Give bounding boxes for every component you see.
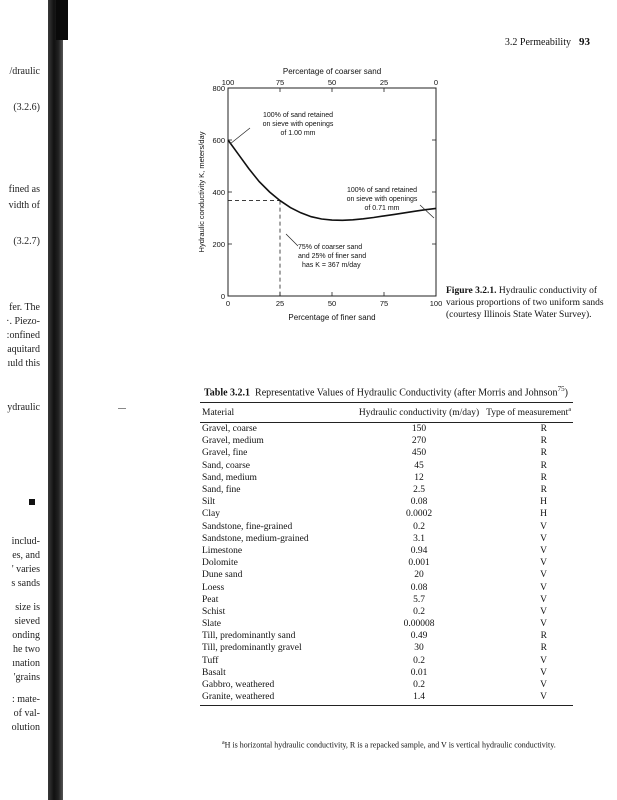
- table-row: [200, 521, 573, 533]
- cell-conductivity: 0.2: [413, 680, 425, 691]
- cell-material: Gabbro, weathered: [202, 680, 275, 691]
- cell-measurement: R: [540, 643, 547, 654]
- margin-fragment: sieved: [14, 616, 40, 627]
- annotation-text: 100% of sand retained: [262, 112, 334, 119]
- cell-material: Gravel, medium: [202, 436, 264, 447]
- margin-fragment: he two: [13, 644, 40, 655]
- cell-conductivity: 5.7: [413, 594, 425, 605]
- cell-measurement: R: [540, 436, 547, 447]
- margin-fragment: (3.2.6): [13, 102, 40, 113]
- cell-conductivity: 30: [414, 643, 424, 654]
- margin-fragment: aquitard: [7, 344, 40, 355]
- margin-fragment: ydraulic: [7, 402, 40, 413]
- cell-conductivity: 0.0002: [405, 509, 433, 520]
- cell-measurement: V: [540, 619, 547, 630]
- top-tick-label: 75: [275, 78, 285, 87]
- top-tick-label: 25: [379, 78, 389, 87]
- cell-measurement: V: [540, 667, 547, 678]
- cell-measurement: R: [540, 485, 547, 496]
- margin-fragment: s sands: [11, 578, 40, 589]
- annotation-text: on sieve with openings: [262, 121, 334, 128]
- table-row: [200, 630, 573, 642]
- cell-material: Sandstone, medium-grained: [202, 533, 309, 544]
- y-tick-label: 600: [212, 136, 225, 145]
- y-tick-label: 200: [212, 240, 225, 249]
- cell-conductivity: 0.001: [408, 558, 430, 569]
- cell-measurement: V: [540, 545, 547, 556]
- cell-measurement: V: [540, 655, 547, 666]
- top-tick-label: 100: [221, 78, 235, 87]
- table-row: [200, 679, 573, 691]
- x-tick-label: 0: [225, 299, 231, 308]
- cell-material: Slate: [202, 619, 221, 630]
- x-tick-label: 100: [429, 299, 443, 308]
- y-tick-label: 400: [212, 188, 225, 197]
- cell-material: Sand, medium: [202, 472, 257, 483]
- cell-material: Clay: [202, 509, 220, 520]
- cell-material: Gravel, coarse: [202, 424, 257, 435]
- margin-fragment: (3.2.7): [13, 236, 40, 247]
- top-tick-label: 50: [327, 78, 337, 87]
- cell-material: Loess: [202, 582, 225, 593]
- table-row: [200, 557, 573, 569]
- table-row: [200, 423, 573, 436]
- cell-material: Sandstone, fine-grained: [202, 521, 293, 532]
- cell-conductivity: 1.4: [352, 691, 484, 706]
- cell-measurement: H: [540, 509, 547, 520]
- table-title: [204, 385, 604, 398]
- cell-measurement: V: [484, 691, 573, 706]
- figure-chart: [190, 62, 460, 382]
- figure-label: Figure 3.2.1.: [446, 286, 497, 296]
- table-label: Table 3.2.1: [204, 387, 251, 399]
- cell-conductivity: 0.94: [410, 545, 428, 556]
- table-footnote: [222, 740, 602, 750]
- cell-conductivity: 450: [411, 448, 427, 459]
- table-row: [200, 569, 573, 581]
- table-header-row: [200, 403, 573, 423]
- table-row: [200, 460, 573, 472]
- margin-fragment: ıuld this: [7, 358, 40, 369]
- table-row: [200, 508, 573, 520]
- cell-conductivity: 0.08: [410, 582, 428, 593]
- margin-fragment: fined as: [8, 184, 40, 195]
- figure-caption: [446, 285, 606, 321]
- x-tick-label: 50: [327, 299, 337, 308]
- cell-conductivity: 0.49: [410, 631, 428, 642]
- table-row: [200, 642, 573, 654]
- table-row: [200, 655, 573, 667]
- table-row: [200, 581, 573, 593]
- annotation-text: has K = 367 m/day: [302, 262, 361, 269]
- y-tick-label: 800: [212, 84, 225, 93]
- cell-material: Dune sand: [202, 570, 243, 581]
- annotation-text: of 1.00 mm: [280, 130, 316, 137]
- table-body: [200, 423, 573, 706]
- cell-material: Sand, fine: [202, 485, 241, 496]
- running-header: [470, 36, 590, 48]
- table-row: [200, 435, 573, 447]
- cell-measurement: V: [540, 594, 547, 605]
- top-tick-label: 0: [433, 78, 439, 87]
- annotation-leader: [420, 205, 434, 218]
- annotation-text: 100% of sand retained: [346, 187, 418, 194]
- column-header-conductivity: Hydraulic conductivity (m/day): [352, 403, 484, 423]
- table-row: [200, 606, 573, 618]
- cell-conductivity: 0.2: [413, 521, 425, 532]
- footnote-text: H is horizontal hydraulic conductivity, R is a repacked sample, and V is vertical hydraulic conductivity.: [224, 740, 556, 750]
- column-header-measurement-text: Type of measurement: [486, 408, 569, 419]
- margin-bullet: [29, 499, 35, 505]
- annotation-text: and 25% of finer sand: [298, 253, 367, 260]
- cell-material: Sand, coarse: [202, 460, 251, 471]
- margin-fragment: vidth of: [8, 200, 40, 211]
- table-row: [200, 594, 573, 606]
- table-title-end: ): [564, 387, 568, 399]
- cell-conductivity: 2.5: [413, 485, 425, 496]
- cell-conductivity: 270: [411, 436, 427, 447]
- margin-fragment: of val-: [13, 708, 40, 719]
- cell-conductivity: 0.08: [410, 497, 428, 508]
- cell-material: Schist: [202, 606, 226, 617]
- margin-fragment: ·. Piezo-: [6, 316, 40, 327]
- cell-material: Granite, weathered: [200, 691, 352, 706]
- margin-dash: [118, 408, 126, 409]
- conductivity-table: [200, 402, 573, 706]
- cell-material: Peat: [202, 594, 219, 605]
- x-axis-label: Percentage of finer sand: [288, 313, 376, 322]
- cell-material: Silt: [202, 497, 216, 508]
- y-axis-label: Hydraulic conductivity K, meters/day: [197, 131, 206, 253]
- cell-measurement: R: [540, 448, 547, 459]
- table-row: [200, 496, 573, 508]
- cell-conductivity: 150: [411, 424, 427, 435]
- cell-conductivity: 45: [414, 460, 424, 471]
- margin-fragment: includ-: [11, 536, 40, 547]
- table-title-text: Representative Values of Hydraulic Conductivity (after Morris and Johnson: [255, 387, 558, 399]
- cell-conductivity: 0.2: [413, 606, 425, 617]
- table-row: [200, 691, 573, 706]
- cell-measurement: V: [540, 570, 547, 581]
- cell-material: Gravel, fine: [202, 448, 248, 459]
- margin-fragment: fer. The: [9, 302, 40, 313]
- table-title-ref: 75: [557, 385, 565, 393]
- cell-conductivity: 0.01: [410, 667, 428, 678]
- column-header-measurement-sup: a: [568, 407, 571, 414]
- chart-svg: [190, 62, 460, 382]
- top-axis-ticks: [222, 78, 438, 92]
- cell-measurement: V: [540, 558, 547, 569]
- cell-measurement: R: [540, 631, 547, 642]
- margin-fragment: onding: [12, 630, 40, 641]
- annotation-text: on sieve with openings: [346, 196, 418, 203]
- book-spine-shadow: [48, 0, 63, 800]
- margin-fragment: ' varies: [11, 564, 40, 575]
- book-spine-top: [56, 0, 68, 40]
- footnote-marker: a: [222, 740, 225, 746]
- column-header-material: Material: [200, 403, 352, 423]
- x-tick-label: 75: [379, 299, 389, 308]
- cell-conductivity: 20: [414, 570, 424, 581]
- cell-material: Tuff: [202, 655, 219, 666]
- margin-fragment: 'grains: [13, 672, 40, 683]
- cell-measurement: R: [540, 424, 547, 435]
- cell-conductivity: 0.2: [413, 655, 425, 666]
- table-row: [200, 618, 573, 630]
- cell-measurement: V: [540, 680, 547, 691]
- conductivity-curve: [228, 140, 436, 220]
- cell-conductivity: 3.1: [413, 533, 425, 544]
- cell-material: Till, predominantly gravel: [202, 643, 302, 654]
- table-row: [200, 533, 573, 545]
- cell-measurement: H: [540, 497, 547, 508]
- margin-fragment: olution: [11, 722, 40, 733]
- y-tick-label: 0: [220, 292, 225, 301]
- table-row: [200, 545, 573, 557]
- x-tick-label: 25: [275, 299, 285, 308]
- figure-caption-text: Hydraulic conductivity of various proportions of two uniform sands (courtesy Illinois State Water Survey).: [446, 286, 604, 320]
- margin-fragment: /draulic: [9, 66, 40, 77]
- annotation-text: 75% of coarser sand: [298, 244, 363, 251]
- margin-fragment: ınation: [12, 658, 40, 669]
- table-row: [200, 667, 573, 679]
- column-header-measurement: [484, 403, 573, 423]
- section-title: 3.2 Permeability: [504, 37, 571, 48]
- page-number: 93: [579, 36, 590, 48]
- cell-conductivity: 12: [414, 472, 424, 483]
- cell-material: Till, predominantly sand: [202, 631, 296, 642]
- table-row: [200, 447, 573, 459]
- cell-material: Limestone: [202, 545, 243, 556]
- chart-title: Percentage of coarser sand: [282, 67, 382, 76]
- cell-conductivity: 0.00008: [403, 619, 435, 630]
- table-row: [200, 472, 573, 484]
- annotation-text: of 0.71 mm: [364, 205, 400, 212]
- cell-measurement: R: [540, 460, 547, 471]
- table-row: [200, 484, 573, 496]
- cell-material: Basalt: [202, 667, 226, 678]
- cell-measurement: V: [540, 533, 547, 544]
- annotation-leader: [230, 128, 250, 144]
- margin-fragment: es, and: [12, 550, 40, 561]
- margin-fragment: :onfined: [6, 330, 40, 341]
- annotation-leader: [286, 234, 298, 246]
- margin-fragment: : mate-: [11, 694, 40, 705]
- cell-material: Dolomite: [202, 558, 238, 569]
- x-axis-ticks: [226, 292, 442, 308]
- cell-measurement: R: [540, 472, 547, 483]
- cell-measurement: V: [540, 521, 547, 532]
- margin-fragment: size is: [15, 602, 40, 613]
- cell-measurement: V: [540, 582, 547, 593]
- cell-measurement: V: [540, 606, 547, 617]
